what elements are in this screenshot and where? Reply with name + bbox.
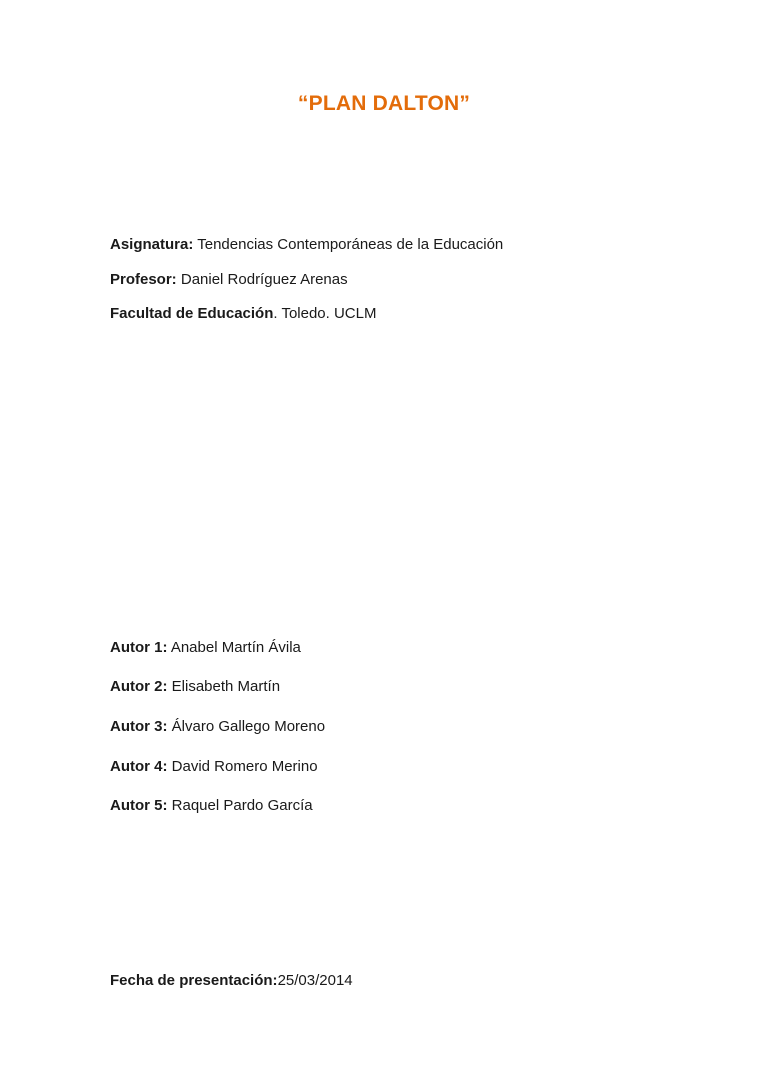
asignatura-value: Tendencias Contemporáneas de la Educación — [193, 236, 504, 253]
asignatura-label: Asignatura: — [110, 236, 194, 253]
author-line-1 — [110, 639, 301, 657]
author-label: Autor 4: — [110, 758, 168, 775]
author-name: Elisabeth Martín — [167, 678, 281, 695]
fecha-value: 25/03/2014 — [277, 972, 353, 989]
profesor-line — [110, 271, 348, 289]
facultad-line — [110, 305, 376, 323]
author-line-3 — [110, 718, 325, 736]
profesor-label: Profesor: — [110, 271, 177, 288]
asignatura-line — [110, 236, 503, 254]
fecha-label: Fecha de presentación: — [110, 972, 278, 989]
profesor-value: Daniel Rodríguez Arenas — [176, 271, 348, 288]
facultad-value: . Toledo. UCLM — [273, 305, 377, 322]
fecha-line — [110, 972, 353, 990]
author-name: Anabel Martín Ávila — [167, 639, 301, 656]
author-name: David Romero Merino — [167, 758, 318, 775]
author-label: Autor 2: — [110, 678, 168, 695]
document-title: “PLAN DALTON” — [297, 92, 471, 115]
author-line-2 — [110, 678, 280, 696]
author-label: Autor 1: — [110, 639, 168, 656]
facultad-label: Facultad de Educación — [110, 305, 274, 322]
author-line-5 — [110, 797, 313, 815]
author-label: Autor 5: — [110, 797, 168, 814]
author-label: Autor 3: — [110, 718, 168, 735]
author-line-4 — [110, 758, 318, 776]
author-name: Raquel Pardo García — [167, 797, 313, 814]
author-name: Álvaro Gallego Moreno — [167, 718, 326, 735]
